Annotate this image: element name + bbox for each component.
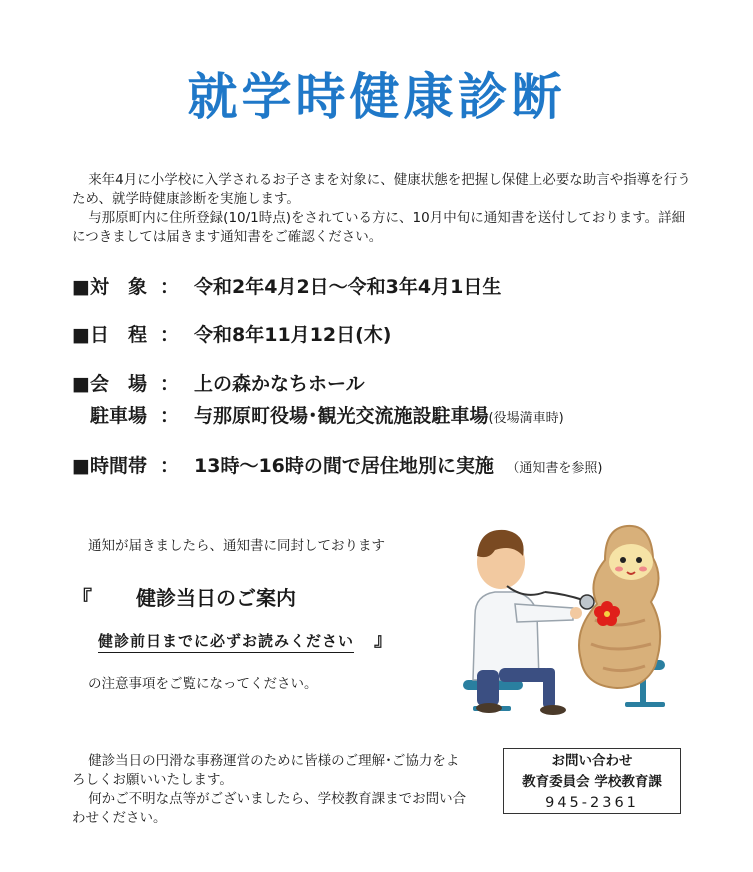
contact-department: 教育委員会 学校教育課 bbox=[522, 774, 662, 790]
schedule-colon: ： bbox=[160, 324, 180, 346]
guide-subheading-text: 健診前日までに必ずお読みください bbox=[98, 632, 354, 653]
contact-box bbox=[503, 748, 681, 814]
guide-heading bbox=[72, 582, 296, 611]
page-title: 就学時健康診断 bbox=[187, 68, 566, 126]
parking-value: 与那原町役場･観光交流施設駐車場 bbox=[194, 405, 489, 427]
time-value: 13時～16時の間で居住地別に実施 bbox=[194, 455, 494, 477]
doctor-figure bbox=[473, 530, 594, 715]
parking-note: (役場満車時) bbox=[488, 411, 564, 426]
open-quote: 『 bbox=[72, 586, 92, 610]
time-colon: ： bbox=[160, 455, 180, 477]
venue-colon: ： bbox=[160, 373, 180, 395]
closing-paragraph-2: 何かご不明な点等がございましたら、学校教育課までお問い合わせください。 bbox=[72, 791, 467, 826]
schedule-value: 令和8年11月12日(木) bbox=[194, 324, 392, 346]
venue-value: 上の森かなちホール bbox=[194, 373, 365, 395]
intro-paragraph-2: 与那原町内に住所登録(10/1時点)をされている方に、10月中旬に通知書を送付しております。詳細につきましては届きます通知書をご確認ください。 bbox=[72, 210, 686, 245]
notice-line-2: の注意事項をご覧になってください。 bbox=[88, 676, 318, 692]
time-note: （通知書を参照) bbox=[512, 461, 603, 476]
parking-row bbox=[72, 403, 564, 432]
contact-title: お問い合わせ bbox=[551, 753, 633, 769]
target-colon: ： bbox=[160, 276, 180, 298]
closing-text bbox=[72, 752, 472, 828]
schedule-row bbox=[72, 322, 391, 348]
schedule-label: ■日 程 bbox=[72, 324, 147, 346]
time-row bbox=[72, 453, 602, 482]
target-row bbox=[72, 274, 501, 300]
target-label: ■対 象 bbox=[72, 276, 147, 298]
guide-heading-text: 健診当日のご案内 bbox=[136, 586, 296, 610]
close-quote: 』 bbox=[374, 630, 393, 651]
venue-row bbox=[72, 371, 365, 397]
venue-label: ■会 場 bbox=[72, 373, 147, 395]
closing-paragraph-1: 健診当日の円滑な事務運営のために皆様のご理解･ご協力をよろしくお願いいたします。 bbox=[72, 753, 460, 788]
notice-line-1: 通知が届きましたら、通知書に同封しております bbox=[88, 538, 385, 554]
intro-paragraph-1: 来年4月に小学校に入学されるお子さまを対象に、健康状態を把握し保健上必要な助言や指導を行うため、就学時健康診断を実施します。 bbox=[72, 172, 691, 207]
time-label: ■時間帯 bbox=[72, 455, 147, 477]
target-value: 令和2年4月2日～令和3年4月1日生 bbox=[194, 276, 502, 298]
intro-text bbox=[72, 171, 694, 247]
doctor-mascot-illustration bbox=[455, 520, 690, 720]
parking-colon: ： bbox=[160, 405, 180, 427]
guide-subheading bbox=[98, 626, 392, 652]
parking-label: 駐車場 bbox=[90, 405, 148, 427]
contact-phone: 945-2361 bbox=[545, 795, 639, 811]
